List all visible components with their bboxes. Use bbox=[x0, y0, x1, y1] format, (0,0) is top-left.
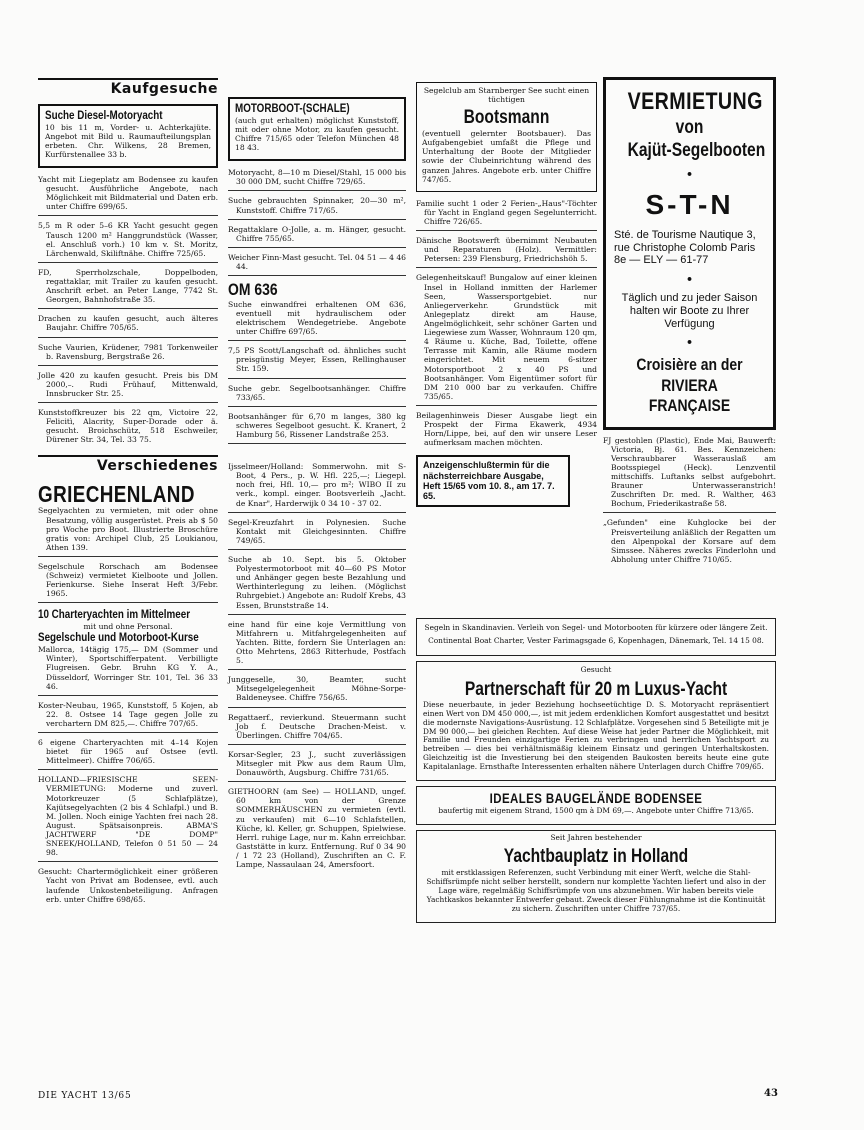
column-2 bbox=[228, 97, 406, 876]
classified-ad: Weicher Finn-Mast gesucht. Tel. 04 51 — 4 46 44. bbox=[228, 251, 406, 276]
bootsmann-body: (eventuell gelernter Bootsbauer). Das Aufgabengebiet umfaßt die Pflege und Unterhaltung der Boote der Mitglieder sowie der Clubeinrichtung während des ganzen Jahres. Angebote erb. unter Chiffre 747/65. bbox=[422, 129, 591, 184]
classified-ad: Dänische Bootswerft übernimmt Neubauten und Reparaturen (Holz). Vermittler: Petersen: 239 Flensburg, Friedrichshöh 5. bbox=[416, 234, 597, 268]
classified-ad: Familie sucht 1 oder 2 Ferien-„Haus"-Töchter für Yacht in England gegen Segelunterricht. Chiffre 726/65. bbox=[416, 197, 597, 231]
classified-ad: Korsar-Segler, 23 J., sucht zuverlässigen Mitsegler mit Pkw aus dem Raum Ulm, Donauwörth, Augsburg. Chiffre 731/65. bbox=[228, 748, 406, 782]
griechenland-ad bbox=[38, 480, 218, 557]
vermietung-text: Täglich und zu jeder Saison halten wir Boote zu Ihrer Verfügung bbox=[621, 292, 758, 330]
holland-body: mit erstklassigen Referenzen, sucht Verbindung mit einer Werft, welche die Stahl-Schiffsrümpfe nicht selber herstellt, sondern nur komplette Yachten liefert und also in der Lage wäre, regelmäßig Schiffsrümpfe von uns abzunehmen. Wir haben bereits viele Yachtkaskos bekannter Entwerfer gebaut. Zweck dieser Fühlungnahme ist die Kontinuität zu sichern. Zuschriften unter Chiffre 737/65. bbox=[426, 868, 766, 913]
column-3 bbox=[416, 82, 597, 512]
classified-ad: Regattaklare O-Jolle, a. m. Hänger, gesucht. Chiffre 755/65. bbox=[228, 223, 406, 248]
footer-magazine-issue: DIE YACHT 13/65 bbox=[38, 1091, 132, 1101]
classified-ad: FJ gestohlen (Plastic), Ende Mai, Bauwerft: Victoria, Bj. 61. Bes. Kennzeichen: Verschraubbarer Wasserauslaß am Bootsspiegel (Heck). Lenzventil mittschiffs. Luftanks selbst aufgebohrt. Brauner Unterwasseranstrich! Zuschriften Dr. med. R. Walther, 463 Bochum, Friederikastraße 58. bbox=[603, 434, 776, 514]
segelschule-body: Mallorca, 14tägig 175,— DM (Sommer und Winter), Sportschifferpatent. Verbilligte Flugreisen. Gebr. Bruhn KG Y. A., Düsseldorf, Worringer Str. 101, Tel. 36 33 46. bbox=[38, 645, 218, 691]
section-header-kaufgesuche: Kaufgesuche bbox=[38, 78, 218, 98]
ideales-title: IDEALES BAUGELÄNDE BODENSEE bbox=[489, 789, 703, 806]
column-kaufgesuche bbox=[38, 76, 218, 911]
bullet-icon: • bbox=[685, 168, 694, 182]
partner-title: Partnerschaft für 20 m Luxus-Yacht bbox=[464, 679, 728, 701]
partnerschaft-ad bbox=[416, 661, 776, 781]
classified-ad: eine hand für eine koje Vermittlung von Mitfahrern u. Mitfahrgelegenheiten auf Yachten. Bitte, fordern Sie Unterlagen an: Otto Mehrtens, 2863 Ritterhude, Postfach 5. bbox=[228, 618, 406, 671]
skandinavien-ad: Segeln in Skandinavien. Verleih von Segel- und Motorbooten für kürzere oder längere Zeit. Continental Boat Charter, Vester Farimagsgade 6, Kopenhagen, Dänemark, Tel. 14 15 08. bbox=[416, 618, 776, 656]
classified-ad: 7,5 PS Scott/Langschaft od. ähnliches sucht preisgünstig Meyer, Essen, Rellinghauser Str. 159. bbox=[228, 344, 406, 378]
motorboot-ad-body: (auch gut erhalten) möglichst Kunststoff, mit oder ohne Motor, zu kaufen gesucht. Chiffre 715/65 oder Telefon München 48 18 43. bbox=[235, 115, 399, 153]
classified-ad: Suche gebrauchten Spinnaker, 20—30 m², Kunststoff. Chiffre 717/65. bbox=[228, 194, 406, 219]
classified-ad: Segelschule Rorschach am Bodensee (Schweiz) vermietet Kielboote und Jollen. Ferienkurse. Siehe Inserat Heft 3/Febr. 1965. bbox=[38, 560, 218, 603]
classified-ad: HOLLAND—FRIESISCHE SEEN-VERMIETUNG: Moderne und zuverl. Motorkreuzer (5 Schlafplätze), Kajütsegelyachten (2 bis 4 Schlafpl.) und B. M. Jollen. Noch einige Yachten frei nach 28. August. Spätsaisonpreis. ABMA'S JACHTWERF "DE DOMP" SNEEK/HOLLAND, Telefon 0 51 50 — 24 98. bbox=[38, 773, 218, 862]
stn-address: Sté. de Tourisme Nautique 3, rue Christophe Colomb Paris 8e — ELY — 61-77 bbox=[614, 229, 756, 267]
partner-body: Diese neuerbaute, in jeder Beziehung hochseetüchtige D. S. Motoryacht repräsentiert einen Wert von DM 450 000,—, ist mit jedem erdenklichen Komfort ausgestattet und besitzt die modernste Navigations-Ausrüstung. 12 Schlafplätze. Vorgesehen sind 5 Beteiligte mit je DM 90 000,— bei gleichen Rechten. Auf diese Weise hat jeder Partner die Möglichkeit, mit Familie und Freunden einzigartige Ferien zu verbringen und herrlichen Yachtsport zu betreiben — dies bei verhältnismäßig kleinem Einsatz und geringen Unterhaltskosten. Gleichzeitig ist die Investierung bei den steigenden Baukosten bereits heute eine gute Kapitalanlage. Ernsthafte Interessenten erhalten nähere Unterlagen durch Chiffre 709/65. bbox=[423, 699, 769, 771]
holland-intro: Seit Jahren bestehender bbox=[550, 832, 642, 842]
charter-subtitle: mit und ohne Personal. bbox=[83, 622, 173, 632]
classified-ad: Yacht mit Liegeplatz am Bodensee zu kaufen gesucht. Ausführliche Angebote, nach Möglichkeit mit Bildmaterial und Daten erb. unter Chiffre 699/65. bbox=[38, 173, 218, 216]
classified-ad: 5,5 m R oder 5–6 KR Yacht gesucht gegen Tausch 1200 m² Hanggrundstück (Wasser, el. Anschluß vorh.) 10 km v. St. Moritz, Lärchenwald, Skiliftnähe. Chiffre 725/65. bbox=[38, 219, 218, 262]
om636-ad bbox=[228, 279, 406, 341]
charter-title: 10 Charteryachten im Mittelmeer bbox=[38, 607, 191, 622]
vermietung-kajuet: Kajüt-Segelbooten bbox=[627, 139, 766, 161]
griechenland-body: Segelyachten zu vermieten, mit oder ohne Besatzung, völlig ausgerüstet. Preis ab $ 50 pro Woche pro Boot. Illustrierte Broschüre gratis von: Archipel Club, 25 Loukianou, Athen 139. bbox=[38, 506, 218, 552]
vermietung-ad-box bbox=[603, 77, 776, 430]
classified-ad: GIETHOORN (am See) — HOLLAND, ungef. 60 km von der Grenze SOMMERHÄUSCHEN zu vermieten (evtl. zu verkaufen) mit 6—10 Schlafstellen, Küche, kl. Keller, gr. Schuppen, Spielwiese. Herrl. ruhige Lage, nur m. Kahn erreichbar. Gaststätte in kurz. Entfernung. Ruf 0 34 90 / 1 72 23 (Holland), Zuschriften an C. F. Lampe, Nassaulaan 24, Amersfoort. bbox=[228, 787, 406, 870]
classified-ad: Bootsanhänger für 6,70 m langes, 380 kg schweres Segelboot gesucht. K. Kranert, 2 Hamburg 56, Rissener Landstraße 253. bbox=[228, 410, 406, 444]
bullet-icon: • bbox=[685, 336, 694, 350]
classified-ad: Regattaerf., revierkund. Steuermann sucht Job f. Deutsche Drachen-Meist. v. Überlingen. Chiffre 704/65. bbox=[228, 711, 406, 745]
classified-ad: „Gefunden" eine Kuhglocke bei der Preisverteilung anläßlich der Regatten um den Alpenpokal der Korsare auf dem Simssee. Näheres zwecks Finderlohn und Abholung unter Chiffre 710/65. bbox=[603, 518, 776, 564]
classified-ad: 6 eigene Charteryachten mit 4–14 Kojen bietet für 1965 auf Ostsee (evtl. Mittelmeer). Chiffre 706/65. bbox=[38, 736, 218, 770]
classified-ad: Ijsselmeer/Holland: Sommerwohn. mit S-Boot, 4 Pers., p. W. Hfl. 225,—; Liegepl. noch frei, Hfl. 10,— pro m²; WIBO II zu verk., kompl. einger. Bootsverleih „Jacht. de Knar", Harderwijk 0 34 10 - 37 02. bbox=[228, 460, 406, 513]
motorboot-ad-title: MOTORBOOT-(SCHALE) bbox=[235, 101, 350, 115]
vermietung-title: VERMIETUNG bbox=[627, 88, 763, 115]
om636-body: Suche einwandfrei erhaltenen OM 636, eventuell mit hydraulischem oder elektrischem Wendegetriebe. Angebote unter Chiffre 697/65. bbox=[228, 299, 406, 337]
classified-ad: Drachen zu kaufen gesucht, auch älteres Baujahr. Chiffre 705/65. bbox=[38, 312, 218, 337]
bottom-right-ads bbox=[416, 618, 776, 928]
bootsmann-title: Bootsmann bbox=[463, 107, 550, 129]
bootsmann-ad-box bbox=[416, 82, 597, 192]
vermietung-von: von bbox=[675, 116, 704, 138]
classified-ad: FD, Sperrholzschale, Doppelboden, regattaklar, mit Trailer zu kaufen gesucht. Anschrift erbet. an Peter Lange, 7742 St. Georgen, Bahnhofstraße 35. bbox=[38, 266, 218, 309]
bootsmann-intro: Segelclub am Starnberger See sucht einen tüchtigen bbox=[423, 86, 590, 105]
anzeigenschluss-text: Anzeigenschlußtermin für die nächsterreichbare Ausgabe, Heft 15/65 vom 10. 8., am 17. 7. 65. bbox=[423, 460, 555, 502]
classified-ad: Motoryacht, 8—10 m Diesel/Stahl, 15 000 bis 30 000 DM, sucht Chiffre 729/65. bbox=[228, 166, 406, 191]
ideales-ad bbox=[416, 786, 776, 825]
diesel-ad-title: Suche Diesel-Motoryacht bbox=[45, 107, 163, 122]
column-4 bbox=[603, 76, 776, 571]
classified-ad: Beilagenhinweis Dieser Ausgabe liegt ein Prospekt der Firma Ekawerk, 4934 Horn/Lippe, bei, auf den wir unsere Leser aufmerksam machen möchten. bbox=[416, 410, 597, 448]
griechenland-title: GRIECHENLAND bbox=[38, 481, 195, 508]
diesel-ad-box bbox=[38, 104, 218, 168]
stn-logo-text: S-T-N bbox=[645, 188, 734, 220]
classified-ad: Koster-Neubau, 1965, Kunststoff, 5 Kojen, ab 22. 8. Ostsee 14 Tage gegen Jolle zu verchartern DM 825,—. Chiffre 707/65. bbox=[38, 699, 218, 733]
classified-ad: Suche gebr. Segelbootsanhänger. Chiffre 733/65. bbox=[228, 382, 406, 407]
anzeigenschluss-box bbox=[416, 455, 570, 506]
croisiere-heading: Croisière an der RIVIERA FRANÇAISE bbox=[636, 355, 743, 416]
section-header-verschiedenes: Verschiedenes bbox=[38, 455, 218, 475]
classified-ad: Gesucht: Chartermöglichkeit einer größeren Yacht von Privat am Bodensee, evtl. auch laufende Unkostenbeteiligung. Anfragen erb. unter Chiffre 698/65. bbox=[38, 867, 218, 904]
classified-ad: Jolle 420 zu kaufen gesucht. Preis bis DM 2000,–. Rudi Frühauf, Mittenwald, Innsbrucker Str. 25. bbox=[38, 369, 218, 403]
segelschule-title: Segelschule und Motorboot-Kurse bbox=[38, 630, 199, 645]
om636-title: OM 636 bbox=[228, 280, 278, 300]
page-number: 43 bbox=[764, 1088, 778, 1099]
classified-ad: Segel-Kreuzfahrt in Polynesien. Suche Kontakt mit Gleichgesinnten. Chiffre 749/65. bbox=[228, 516, 406, 550]
classified-ad: Gelegenheitskauf! Bungalow auf einer kleinen Insel in Holland inmitten der Harlemer Seen, Wassersportgebiet. nur Anliegerverkehr. Grundstück mit Anlegeplatz direkt am Hause, Angelmöglichkeit, sehr schöner Garten und Liegewiese zum Wasser, Wohnraum 120 qm, 4 Räume u. Küche, Bad, Toilette, offene Terrasse mit Kamin, alle Räume modern eingerichtet. Mit neuem 6-sitzer Motorsportboot 2 x 40 PS und Bootsanhänger. Vom Eigentümer sofort für DM 210 000 bar zu verkaufen. Chiffre 735/65. bbox=[416, 271, 597, 406]
partner-intro: Gesucht bbox=[580, 665, 612, 675]
ideales-body: baufertig mit eigenem Strand, 1500 qm à DM 69,—. Angebote unter Chiffre 713/65. bbox=[438, 805, 754, 815]
bullet-icon: • bbox=[685, 273, 694, 287]
yachtbauplatz-ad bbox=[416, 830, 776, 923]
classified-ad: Suche ab 10. Sept. bis 5. Oktober Polyestermotorboot mit 40—60 PS Motor und Anhänger gegen beste Bezahlung und Werthinterlegung zu leihen. (Möglichst Ruhrgebiet.) Angebote an: Rudolf Krebs, 43 Essen, Brunststraße 14. bbox=[228, 553, 406, 615]
classified-ad: Suche Vaurien, Krüdener, 7981 Torkenweiler b. Ravensburg, Bergstraße 26. bbox=[38, 341, 218, 366]
diesel-ad-body: 10 bis 11 m, Vorder- u. Achterkajüte. Angebot mit Bild u. Raumaufteilungsplan erbeten. Chr. Wilkens, 28 Bremen, Kurfürstenallee 33 b. bbox=[45, 122, 211, 159]
classified-ad: Junggeselle, 30, Beamter, sucht Mitsegelgelegenheit Möhne-Sorpe-Baldeneysee. Chiffre 756/65. bbox=[228, 673, 406, 707]
classified-ad: Kunststoffkreuzer bis 22 qm, Victoire 22, Felicitì, Alacrity, Super-Dorade oder ä. gesucht. Broichschütz, 518 Eschweiler, Dürener Str. 34, Tel. 33 75. bbox=[38, 408, 218, 445]
motorboot-ad-box bbox=[228, 97, 406, 161]
charter-ad bbox=[38, 606, 218, 695]
holland-title: Yachtbauplatz in Holland bbox=[503, 846, 689, 868]
